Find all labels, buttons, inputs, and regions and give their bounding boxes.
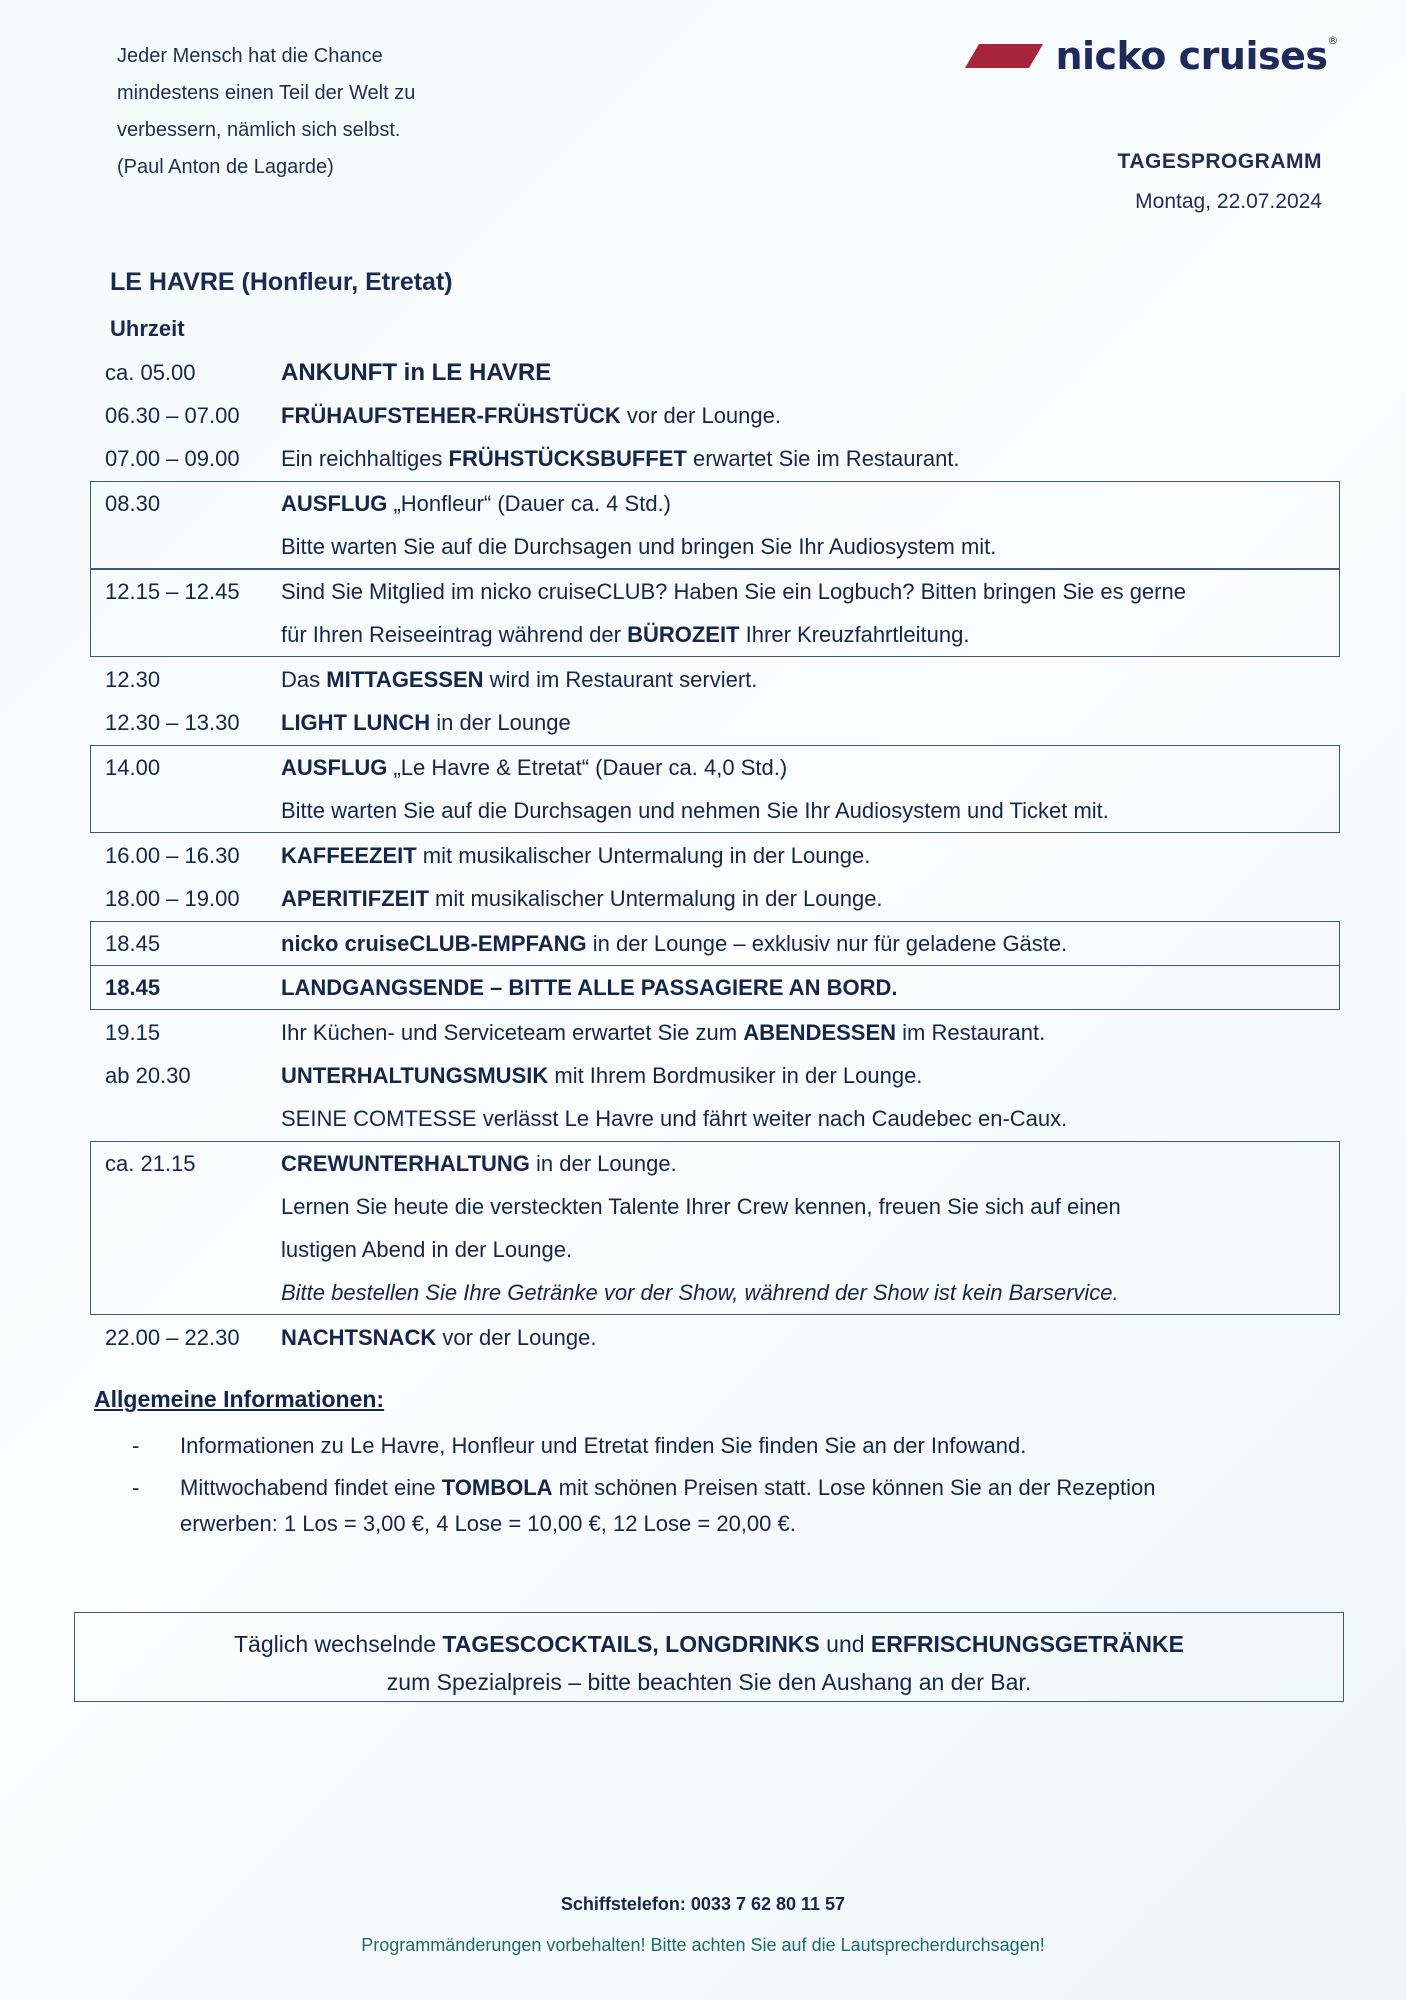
row-time: 16.00 – 16.30 bbox=[105, 842, 240, 868]
row-text: für Ihren Reiseeintrag während der BÜROZEIT Ihrer Kreuzfahrtleitung. bbox=[281, 621, 970, 647]
row-text: Bitte warten Sie auf die Durchsagen und bringen Sie Ihr Audiosystem mit. bbox=[281, 533, 997, 559]
schedule-row bbox=[91, 746, 1339, 789]
logo-text: nicko cruises® bbox=[1055, 34, 1338, 78]
schedule-row bbox=[91, 437, 1339, 480]
row-time: 06.30 – 07.00 bbox=[105, 402, 240, 428]
row-time: 22.00 – 22.30 bbox=[105, 1324, 240, 1350]
schedule-row bbox=[91, 482, 1339, 525]
bullet-dash: - bbox=[132, 1475, 140, 1500]
schedule-group bbox=[90, 350, 1340, 481]
schedule-row bbox=[91, 1054, 1339, 1097]
schedule-row-continuation bbox=[91, 1271, 1339, 1314]
schedule-box-club bbox=[90, 569, 1340, 657]
row-text: LIGHT LUNCH in der Lounge bbox=[281, 709, 571, 735]
info-item bbox=[132, 1470, 1332, 1542]
schedule-row bbox=[91, 1142, 1339, 1185]
schedule-row bbox=[91, 701, 1339, 744]
row-text: SEINE COMTESSE verlässt Le Havre und fährt weiter nach Caudebec en-Caux. bbox=[281, 1105, 1068, 1131]
schedule-row-continuation bbox=[91, 1185, 1339, 1228]
bullet-dash: - bbox=[132, 1433, 140, 1458]
row-text: ANKUNFT in LE HAVRE bbox=[281, 358, 552, 386]
row-text: Ihr Küchen- und Serviceteam erwartet Sie zum ABENDESSEN im Restaurant. bbox=[281, 1019, 1046, 1045]
schedule-box-all-aboard bbox=[90, 966, 1340, 1010]
schedule-row-continuation bbox=[91, 613, 1339, 656]
schedule-row bbox=[91, 658, 1339, 701]
row-text: Bitte warten Sie auf die Durchsagen und nehmen Sie Ihr Audiosystem und Ticket mit. bbox=[281, 797, 1109, 823]
schedule bbox=[90, 350, 1340, 1360]
quote-line: verbessern, nämlich sich selbst. bbox=[117, 119, 401, 141]
schedule-group bbox=[90, 1315, 1340, 1360]
row-time: 12.30 – 13.30 bbox=[105, 709, 240, 735]
schedule-row-continuation bbox=[91, 1228, 1339, 1271]
schedule-row bbox=[91, 570, 1339, 613]
row-text: NACHTSNACK vor der Lounge. bbox=[281, 1324, 597, 1350]
schedule-row bbox=[91, 394, 1339, 437]
schedule-row bbox=[91, 351, 1339, 394]
row-time: 14.00 bbox=[105, 754, 161, 780]
schedule-row bbox=[91, 1011, 1339, 1054]
row-text: UNTERHALTUNGSMUSIK mit Ihrem Bordmusiker in der Lounge. bbox=[281, 1062, 923, 1088]
nicko-cruises-logo bbox=[965, 34, 1338, 78]
special-offer-line: Täglich wechselnde TAGESCOCKTAILS, LONGDRINKS und ERFRISCHUNGSGETRÄNKE bbox=[233, 1631, 1184, 1657]
row-time: ca. 21.15 bbox=[105, 1150, 196, 1176]
row-time: 18.45 bbox=[105, 974, 161, 1000]
schedule-row bbox=[91, 922, 1339, 965]
special-offer-line: zum Spezialpreis – bitte beachten Sie den Aushang an der Bar. bbox=[386, 1669, 1032, 1695]
row-time: 19.15 bbox=[105, 1019, 161, 1045]
program-title: TAGESPROGRAMM bbox=[1117, 150, 1322, 173]
schedule-row-continuation bbox=[91, 1097, 1339, 1140]
row-time: 12.15 – 12.45 bbox=[105, 578, 240, 604]
schedule-row bbox=[91, 1316, 1339, 1359]
schedule-box-etretat bbox=[90, 745, 1340, 833]
schedule-row bbox=[91, 966, 1339, 1009]
location-title: LE HAVRE (Honfleur, Etretat) bbox=[110, 268, 453, 296]
info-text: Mittwochabend findet eine TOMBOLA mit schönen Preisen statt. Lose können Sie an der Rezeption erwerben: 1 Los = 3,00 €, 4 Lose = 10,00 €, 12 Lose = 20,00 €. bbox=[180, 1475, 1156, 1536]
row-time: 18.00 – 19.00 bbox=[105, 885, 240, 911]
ship-phone: Schiffstelefon: 0033 7 62 80 11 57 bbox=[560, 1894, 846, 1914]
row-time: 12.30 bbox=[105, 666, 161, 692]
time-column-header: Uhrzeit bbox=[110, 316, 185, 341]
row-text: lustigen Abend in der Lounge. bbox=[281, 1236, 573, 1262]
special-offer-box bbox=[74, 1612, 1344, 1702]
schedule-group bbox=[90, 657, 1340, 745]
quote bbox=[117, 38, 517, 186]
row-text: CREWUNTERHALTUNG in der Lounge. bbox=[281, 1150, 677, 1176]
general-info-list bbox=[132, 1428, 1332, 1548]
info-text: Informationen zu Le Havre, Honfleur und Etretat finden Sie finden Sie an der Infowand. bbox=[180, 1433, 1027, 1458]
info-item bbox=[132, 1428, 1332, 1464]
row-time: ca. 05.00 bbox=[105, 359, 196, 385]
schedule-box-club-reception bbox=[90, 921, 1340, 966]
schedule-row-continuation bbox=[91, 525, 1339, 568]
schedule-row bbox=[91, 877, 1339, 920]
schedule-row bbox=[91, 834, 1339, 877]
row-time: 07.00 – 09.00 bbox=[105, 445, 240, 471]
schedule-box-honfleur bbox=[90, 481, 1340, 569]
row-text: Sind Sie Mitglied im nicko cruiseCLUB? Haben Sie ein Logbuch? Bitten bringen Sie es gerne bbox=[281, 578, 1186, 604]
general-info-heading: Allgemeine Informationen: bbox=[94, 1386, 385, 1412]
row-text: LANDGANGSENDE – BITTE ALLE PASSAGIERE AN BORD. bbox=[281, 974, 898, 1000]
quote-line: Jeder Mensch hat die Chance bbox=[117, 45, 383, 67]
quote-author: (Paul Anton de Lagarde) bbox=[117, 156, 334, 178]
schedule-box-crew-show bbox=[90, 1141, 1340, 1315]
row-text: Lernen Sie heute die versteckten Talente Ihrer Crew kennen, freuen Sie sich auf einen bbox=[281, 1193, 1121, 1219]
row-text: Bitte bestellen Sie Ihre Getränke vor der Show, während der Show ist kein Barservice. bbox=[281, 1279, 1119, 1305]
row-text: AUSFLUG „Le Havre & Etretat“ (Dauer ca. 4,0 Std.) bbox=[281, 754, 788, 780]
row-text: AUSFLUG „Honfleur“ (Dauer ca. 4 Std.) bbox=[281, 490, 671, 516]
row-text: Das MITTAGESSEN wird im Restaurant serviert. bbox=[281, 666, 758, 692]
quote-line: mindestens einen Teil der Welt zu bbox=[117, 82, 416, 104]
row-text: KAFFEEZEIT mit musikalischer Untermalung in der Lounge. bbox=[281, 842, 871, 868]
schedule-group bbox=[90, 1010, 1340, 1141]
program-date: Montag, 22.07.2024 bbox=[1135, 190, 1322, 213]
row-text: FRÜHAUFSTEHER-FRÜHSTÜCK vor der Lounge. bbox=[281, 402, 781, 428]
schedule-group bbox=[90, 833, 1340, 921]
row-time: 08.30 bbox=[105, 490, 161, 516]
row-time: ab 20.30 bbox=[105, 1062, 191, 1088]
logo-stripe-icon bbox=[965, 44, 1043, 68]
row-time: 18.45 bbox=[105, 930, 161, 956]
row-text: Ein reichhaltiges FRÜHSTÜCKSBUFFET erwartet Sie im Restaurant. bbox=[281, 445, 960, 471]
schedule-row-continuation bbox=[91, 789, 1339, 832]
footer-note: Programmänderungen vorbehalten! Bitte achten Sie auf die Lautsprecherdurchsagen! bbox=[361, 1935, 1045, 1955]
row-text: nicko cruiseCLUB-EMPFANG in der Lounge – exklusiv nur für geladene Gäste. bbox=[281, 930, 1068, 956]
row-text: APERITIFZEIT mit musikalischer Untermalung in der Lounge. bbox=[281, 885, 883, 911]
